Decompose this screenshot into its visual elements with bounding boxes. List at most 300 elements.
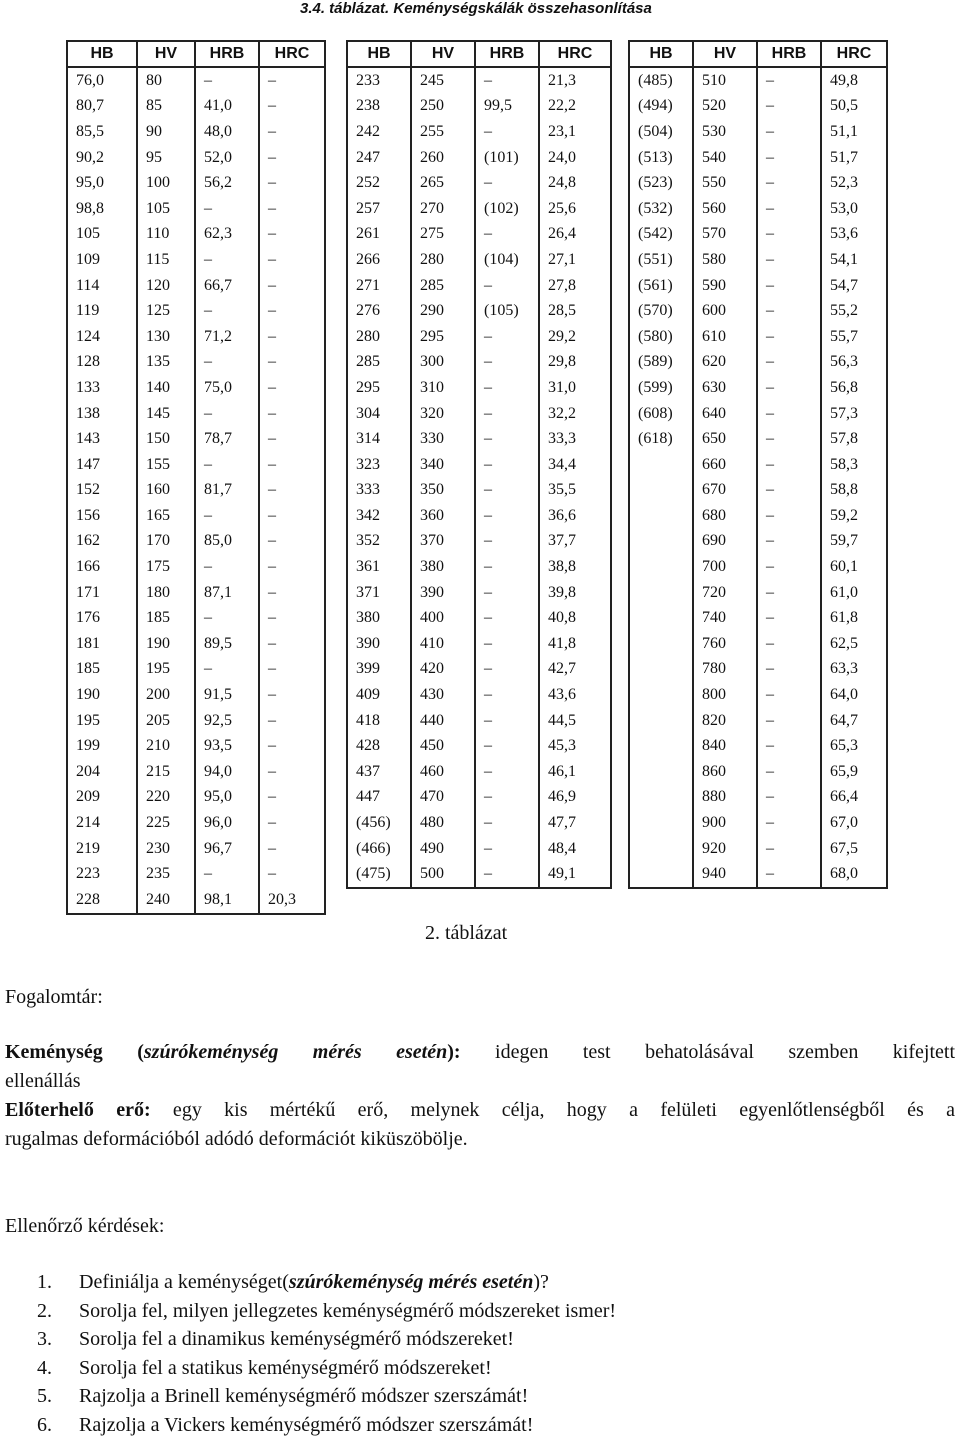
table-cell: – bbox=[757, 785, 821, 811]
table-cell: 81,7 bbox=[195, 478, 259, 504]
table-row bbox=[629, 170, 887, 196]
table-cell: (551) bbox=[629, 247, 693, 273]
table-cell: – bbox=[259, 298, 325, 324]
table-cell: 660 bbox=[693, 452, 757, 478]
table-cell: – bbox=[195, 196, 259, 222]
table-row bbox=[67, 503, 325, 529]
table-cell: 215 bbox=[137, 759, 195, 785]
table-cell: – bbox=[259, 631, 325, 657]
table-cell: 92,5 bbox=[195, 708, 259, 734]
table-cell: 240 bbox=[137, 887, 195, 914]
table-cell: – bbox=[757, 298, 821, 324]
table-row bbox=[347, 350, 611, 376]
table-cell: – bbox=[195, 503, 259, 529]
table-row bbox=[347, 810, 611, 836]
table-row bbox=[67, 554, 325, 580]
hardness-definition-cont: ellenállás bbox=[5, 1070, 81, 1092]
glossary-title: Fogalomtár: bbox=[5, 986, 103, 1008]
table-cell: 205 bbox=[137, 708, 195, 734]
table-cell: 24,8 bbox=[539, 170, 611, 196]
table-cell: 45,3 bbox=[539, 733, 611, 759]
table-cell: 180 bbox=[137, 580, 195, 606]
table-cell: 680 bbox=[693, 503, 757, 529]
table-row bbox=[67, 580, 325, 606]
table-cell: 51,1 bbox=[821, 119, 887, 145]
table-cell: (102) bbox=[475, 196, 539, 222]
question-text: Sorolja fel, milyen jellegzetes keménységmérő módszereket ismer! bbox=[79, 1299, 617, 1322]
table-cell: 371 bbox=[347, 580, 411, 606]
table-cell: 181 bbox=[67, 631, 137, 657]
table-row bbox=[67, 785, 325, 811]
table-cell: 95,0 bbox=[195, 785, 259, 811]
table-cell: 124 bbox=[67, 324, 137, 350]
table-cell: 28,5 bbox=[539, 298, 611, 324]
table-cell: 235 bbox=[137, 861, 195, 887]
table-cell: 880 bbox=[693, 785, 757, 811]
table-cell: – bbox=[259, 401, 325, 427]
table-row bbox=[347, 682, 611, 708]
table-cell: 252 bbox=[347, 170, 411, 196]
table-row bbox=[67, 298, 325, 324]
table-cell: 190 bbox=[137, 631, 195, 657]
table-row bbox=[67, 273, 325, 299]
table-cell: 61,8 bbox=[821, 605, 887, 631]
table-cell: 245 bbox=[411, 67, 475, 94]
table-cell: – bbox=[259, 836, 325, 862]
table-row bbox=[347, 170, 611, 196]
table-cell: 54,1 bbox=[821, 247, 887, 273]
table-cell: 447 bbox=[347, 785, 411, 811]
table-row bbox=[67, 452, 325, 478]
table-cell: 250 bbox=[411, 94, 475, 120]
hardness-definition-line bbox=[5, 1038, 955, 1067]
table-cell: – bbox=[475, 861, 539, 888]
table-row bbox=[67, 67, 325, 94]
table-cell: 27,1 bbox=[539, 247, 611, 273]
table-cell: 67,0 bbox=[821, 810, 887, 836]
table-cell: 195 bbox=[67, 708, 137, 734]
table-cell: 200 bbox=[137, 682, 195, 708]
table-cell: 530 bbox=[693, 119, 757, 145]
table-cell: 165 bbox=[137, 503, 195, 529]
table-cell: 223 bbox=[67, 861, 137, 887]
table-cell: 91,5 bbox=[195, 682, 259, 708]
question-number: 2. bbox=[37, 1299, 52, 1322]
table-cell: (618) bbox=[629, 426, 693, 452]
table-cell: 64,0 bbox=[821, 682, 887, 708]
table-cell: 295 bbox=[411, 324, 475, 350]
table-cell: 133 bbox=[67, 375, 137, 401]
table-cell: – bbox=[475, 682, 539, 708]
table-row bbox=[629, 196, 887, 222]
table-cell: 510 bbox=[693, 67, 757, 94]
table-cell: 85 bbox=[137, 94, 195, 120]
question-number: 3. bbox=[37, 1328, 52, 1350]
table-cell: 323 bbox=[347, 452, 411, 478]
table-cell: 450 bbox=[411, 733, 475, 759]
table-cell: – bbox=[757, 759, 821, 785]
table-cell: – bbox=[757, 375, 821, 401]
table-cell: 90 bbox=[137, 119, 195, 145]
hardness-table-3 bbox=[628, 40, 888, 889]
table-cell: – bbox=[757, 810, 821, 836]
table-cell: – bbox=[259, 861, 325, 887]
table-cell: 65,9 bbox=[821, 759, 887, 785]
table-cell: 620 bbox=[693, 350, 757, 376]
table-cell: – bbox=[475, 375, 539, 401]
table-cell: 233 bbox=[347, 67, 411, 94]
table-cell: 185 bbox=[67, 657, 137, 683]
table-cell: 580 bbox=[693, 247, 757, 273]
table-cell: 75,0 bbox=[195, 375, 259, 401]
question-emphasis: szúrókeménység mérés esetén bbox=[288, 1271, 534, 1293]
table-cell: – bbox=[259, 785, 325, 811]
table-cell: 135 bbox=[137, 350, 195, 376]
table-row bbox=[347, 657, 611, 683]
table-cell: 940 bbox=[693, 861, 757, 888]
table-cell: 80,7 bbox=[67, 94, 137, 120]
table-cell: 209 bbox=[67, 785, 137, 811]
table-cell: 44,5 bbox=[539, 708, 611, 734]
table-cell: – bbox=[259, 529, 325, 555]
table-row bbox=[67, 401, 325, 427]
question-number: 4. bbox=[37, 1356, 52, 1379]
table-cell: 152 bbox=[67, 478, 137, 504]
table-cell bbox=[629, 605, 693, 631]
table-cell: 143 bbox=[67, 426, 137, 452]
table-row bbox=[67, 324, 325, 350]
question-text: Definiálja a keménységet( bbox=[79, 1271, 289, 1293]
table-cell: – bbox=[475, 631, 539, 657]
table-cell bbox=[629, 836, 693, 862]
table-cell: – bbox=[259, 222, 325, 248]
table-cell: 610 bbox=[693, 324, 757, 350]
table-cell: 290 bbox=[411, 298, 475, 324]
table-cell: – bbox=[259, 554, 325, 580]
table-row bbox=[347, 554, 611, 580]
table-cell: 314 bbox=[347, 426, 411, 452]
hardness-term: Keménység ( bbox=[5, 1041, 144, 1063]
table-cell: 39,8 bbox=[539, 580, 611, 606]
table-cell: – bbox=[259, 733, 325, 759]
table-row bbox=[67, 529, 325, 555]
table-row bbox=[67, 247, 325, 273]
table-cell: – bbox=[475, 452, 539, 478]
table-cell: 62,5 bbox=[821, 631, 887, 657]
table-cell: – bbox=[475, 554, 539, 580]
table-cell: – bbox=[757, 145, 821, 171]
table-cell: – bbox=[259, 94, 325, 120]
table-cell: 61,0 bbox=[821, 580, 887, 606]
table-cell: 162 bbox=[67, 529, 137, 555]
table-row bbox=[347, 503, 611, 529]
table-cell: – bbox=[259, 145, 325, 171]
table-cell: 41,8 bbox=[539, 631, 611, 657]
table-cell: 38,8 bbox=[539, 554, 611, 580]
table-cell: 370 bbox=[411, 529, 475, 555]
column-header: HRC bbox=[821, 41, 887, 67]
table-cell bbox=[629, 682, 693, 708]
table-row bbox=[67, 759, 325, 785]
table-cell: 204 bbox=[67, 759, 137, 785]
table-cell: 840 bbox=[693, 733, 757, 759]
table-cell: 66,4 bbox=[821, 785, 887, 811]
table-cell: 53,6 bbox=[821, 222, 887, 248]
table-cell: 25,6 bbox=[539, 196, 611, 222]
question-number: 6. bbox=[37, 1413, 52, 1436]
table-cell: 23,1 bbox=[539, 119, 611, 145]
table-cell: 155 bbox=[137, 452, 195, 478]
table-cell: 225 bbox=[137, 810, 195, 836]
table-row bbox=[67, 478, 325, 504]
table-cell: – bbox=[195, 247, 259, 273]
table-cell: – bbox=[757, 196, 821, 222]
question-text: Sorolja fel a dinamikus keménységmérő módszereket! bbox=[79, 1328, 514, 1350]
column-header: HB bbox=[347, 41, 411, 67]
table-row bbox=[629, 605, 887, 631]
hardness-definition: idegen test behatolásával szemben kifejtett bbox=[460, 1041, 956, 1063]
column-header: HV bbox=[137, 41, 195, 67]
table-cell: 171 bbox=[67, 580, 137, 606]
table-cell bbox=[629, 478, 693, 504]
table-cell: 920 bbox=[693, 836, 757, 862]
question-item bbox=[37, 1268, 616, 1297]
table-row bbox=[347, 759, 611, 785]
table-cell: 46,1 bbox=[539, 759, 611, 785]
table-row bbox=[347, 452, 611, 478]
table-cell: 96,0 bbox=[195, 810, 259, 836]
hardness-term-end: ): bbox=[447, 1041, 461, 1063]
table-cell: 35,5 bbox=[539, 478, 611, 504]
table-row bbox=[629, 631, 887, 657]
table-row bbox=[629, 785, 887, 811]
table-row bbox=[67, 657, 325, 683]
table-cell: 430 bbox=[411, 682, 475, 708]
table-cell: 125 bbox=[137, 298, 195, 324]
table-cell: 720 bbox=[693, 580, 757, 606]
table-row bbox=[347, 273, 611, 299]
table-row bbox=[67, 682, 325, 708]
table-cell: 800 bbox=[693, 682, 757, 708]
table-cell: 71,2 bbox=[195, 324, 259, 350]
table-cell: 780 bbox=[693, 657, 757, 683]
table-row bbox=[67, 708, 325, 734]
table-cell: 31,0 bbox=[539, 375, 611, 401]
table-row bbox=[629, 733, 887, 759]
table-cell: 166 bbox=[67, 554, 137, 580]
table-cell: 48,0 bbox=[195, 119, 259, 145]
table-row bbox=[629, 810, 887, 836]
table-cell: 150 bbox=[137, 426, 195, 452]
table-cell: 130 bbox=[137, 324, 195, 350]
table-row bbox=[629, 273, 887, 299]
table-cell: 99,5 bbox=[475, 94, 539, 120]
table-cell: 540 bbox=[693, 145, 757, 171]
table-cell: – bbox=[757, 733, 821, 759]
table-cell: 85,5 bbox=[67, 119, 137, 145]
table-cell: 266 bbox=[347, 247, 411, 273]
table-cell: – bbox=[195, 452, 259, 478]
table-cell: – bbox=[475, 401, 539, 427]
table-cell: – bbox=[475, 503, 539, 529]
table-cell: 176 bbox=[67, 605, 137, 631]
table-cell: 32,2 bbox=[539, 401, 611, 427]
table-cell: 285 bbox=[347, 350, 411, 376]
table-cell: 210 bbox=[137, 733, 195, 759]
table-cell: – bbox=[757, 170, 821, 196]
table-row bbox=[67, 733, 325, 759]
table-cell: 29,8 bbox=[539, 350, 611, 376]
table-cell: 46,9 bbox=[539, 785, 611, 811]
table-cell: 95,0 bbox=[67, 170, 137, 196]
column-header: HRB bbox=[475, 41, 539, 67]
table-cell: (608) bbox=[629, 401, 693, 427]
table-row bbox=[347, 247, 611, 273]
table-cell: – bbox=[475, 119, 539, 145]
table-cell: 900 bbox=[693, 810, 757, 836]
table-cell: – bbox=[259, 478, 325, 504]
table-cell: 60,1 bbox=[821, 554, 887, 580]
table-cell: 76,0 bbox=[67, 67, 137, 94]
table-row bbox=[629, 836, 887, 862]
table-cell bbox=[629, 452, 693, 478]
table-cell: 68,0 bbox=[821, 861, 887, 888]
table-cell: 242 bbox=[347, 119, 411, 145]
hardness-table-2 bbox=[346, 40, 612, 889]
table-row bbox=[67, 887, 325, 914]
table-cell: – bbox=[475, 785, 539, 811]
table-cell: 690 bbox=[693, 529, 757, 555]
table-cell: – bbox=[195, 605, 259, 631]
table-cell: – bbox=[757, 247, 821, 273]
table-cell: 56,2 bbox=[195, 170, 259, 196]
table-row bbox=[67, 836, 325, 862]
table-cell: 22,2 bbox=[539, 94, 611, 120]
table-cell: 41,0 bbox=[195, 94, 259, 120]
table-cell: 93,5 bbox=[195, 733, 259, 759]
table-cell: 270 bbox=[411, 196, 475, 222]
table-cell: – bbox=[259, 170, 325, 196]
table-cell: – bbox=[259, 605, 325, 631]
table-row bbox=[629, 554, 887, 580]
table-cell: 490 bbox=[411, 836, 475, 862]
table-cell: (475) bbox=[347, 861, 411, 888]
table-cell: 630 bbox=[693, 375, 757, 401]
table-row bbox=[347, 324, 611, 350]
table-cell: 265 bbox=[411, 170, 475, 196]
table-row bbox=[347, 580, 611, 606]
table-cell: 109 bbox=[67, 247, 137, 273]
table-row bbox=[629, 759, 887, 785]
table-row bbox=[347, 375, 611, 401]
table-cell: 340 bbox=[411, 452, 475, 478]
table-cell: 360 bbox=[411, 503, 475, 529]
question-number: 5. bbox=[37, 1385, 52, 1407]
table-cell: – bbox=[757, 631, 821, 657]
table-cell: 138 bbox=[67, 401, 137, 427]
table-cell: (504) bbox=[629, 119, 693, 145]
table-cell: 700 bbox=[693, 554, 757, 580]
table-cell: 570 bbox=[693, 222, 757, 248]
table-row bbox=[347, 631, 611, 657]
table-row bbox=[67, 810, 325, 836]
table-cell: (485) bbox=[629, 67, 693, 94]
table-cell: 53,0 bbox=[821, 196, 887, 222]
table-cell bbox=[629, 503, 693, 529]
table-cell: 48,4 bbox=[539, 836, 611, 862]
question-text: Sorolja fel a statikus keménységmérő módszereket! bbox=[79, 1356, 492, 1379]
table-cell: – bbox=[259, 324, 325, 350]
table-cell: 199 bbox=[67, 733, 137, 759]
column-header: HRC bbox=[259, 41, 325, 67]
table-cell: (589) bbox=[629, 350, 693, 376]
table-cell: 59,2 bbox=[821, 503, 887, 529]
table-cell: 57,3 bbox=[821, 401, 887, 427]
table-cell: 238 bbox=[347, 94, 411, 120]
table-cell: – bbox=[475, 657, 539, 683]
question-item bbox=[37, 1411, 616, 1440]
table-cell: 98,8 bbox=[67, 196, 137, 222]
table-cell bbox=[629, 631, 693, 657]
table-cell bbox=[629, 708, 693, 734]
table-row bbox=[347, 426, 611, 452]
question-item bbox=[37, 1354, 616, 1383]
table-cell: – bbox=[259, 247, 325, 273]
table-cell: – bbox=[475, 350, 539, 376]
table-cell: 400 bbox=[411, 605, 475, 631]
table-cell: 49,1 bbox=[539, 861, 611, 888]
table-cell: 20,3 bbox=[259, 887, 325, 914]
preload-definition-line bbox=[5, 1096, 955, 1125]
table-cell: 27,8 bbox=[539, 273, 611, 299]
table-cell: (456) bbox=[347, 810, 411, 836]
glossary bbox=[5, 1038, 955, 1154]
table-cell: 333 bbox=[347, 478, 411, 504]
table-cell: 760 bbox=[693, 631, 757, 657]
table-cell: 49,8 bbox=[821, 67, 887, 94]
table-cell: 105 bbox=[67, 222, 137, 248]
table-cell: – bbox=[757, 350, 821, 376]
table-cell: – bbox=[757, 426, 821, 452]
table-cell: 418 bbox=[347, 708, 411, 734]
table-cell: 85,0 bbox=[195, 529, 259, 555]
table-row bbox=[629, 861, 887, 888]
table-cell: 62,3 bbox=[195, 222, 259, 248]
table-row bbox=[629, 580, 887, 606]
table-cell: 300 bbox=[411, 350, 475, 376]
table-cell: 94,0 bbox=[195, 759, 259, 785]
table-cell: 65,3 bbox=[821, 733, 887, 759]
column-header: HRB bbox=[757, 41, 821, 67]
table-cell: 650 bbox=[693, 426, 757, 452]
table-cell bbox=[629, 861, 693, 888]
table-cell: 428 bbox=[347, 733, 411, 759]
table-cell: 54,7 bbox=[821, 273, 887, 299]
preload-definition-cont: rugalmas deformációból adódó deformációt kiküszöbölje. bbox=[5, 1128, 468, 1150]
table-cell: 55,7 bbox=[821, 324, 887, 350]
table-caption: 2. táblázat bbox=[425, 922, 508, 944]
table-cell: 670 bbox=[693, 478, 757, 504]
table-row bbox=[629, 529, 887, 555]
table-cell: 52,3 bbox=[821, 170, 887, 196]
table-cell: 437 bbox=[347, 759, 411, 785]
question-number: 1. bbox=[37, 1271, 52, 1293]
table-cell: – bbox=[757, 682, 821, 708]
table-cell: (599) bbox=[629, 375, 693, 401]
table-cell: 255 bbox=[411, 119, 475, 145]
table-cell: 98,1 bbox=[195, 887, 259, 914]
table-cell: 90,2 bbox=[67, 145, 137, 171]
